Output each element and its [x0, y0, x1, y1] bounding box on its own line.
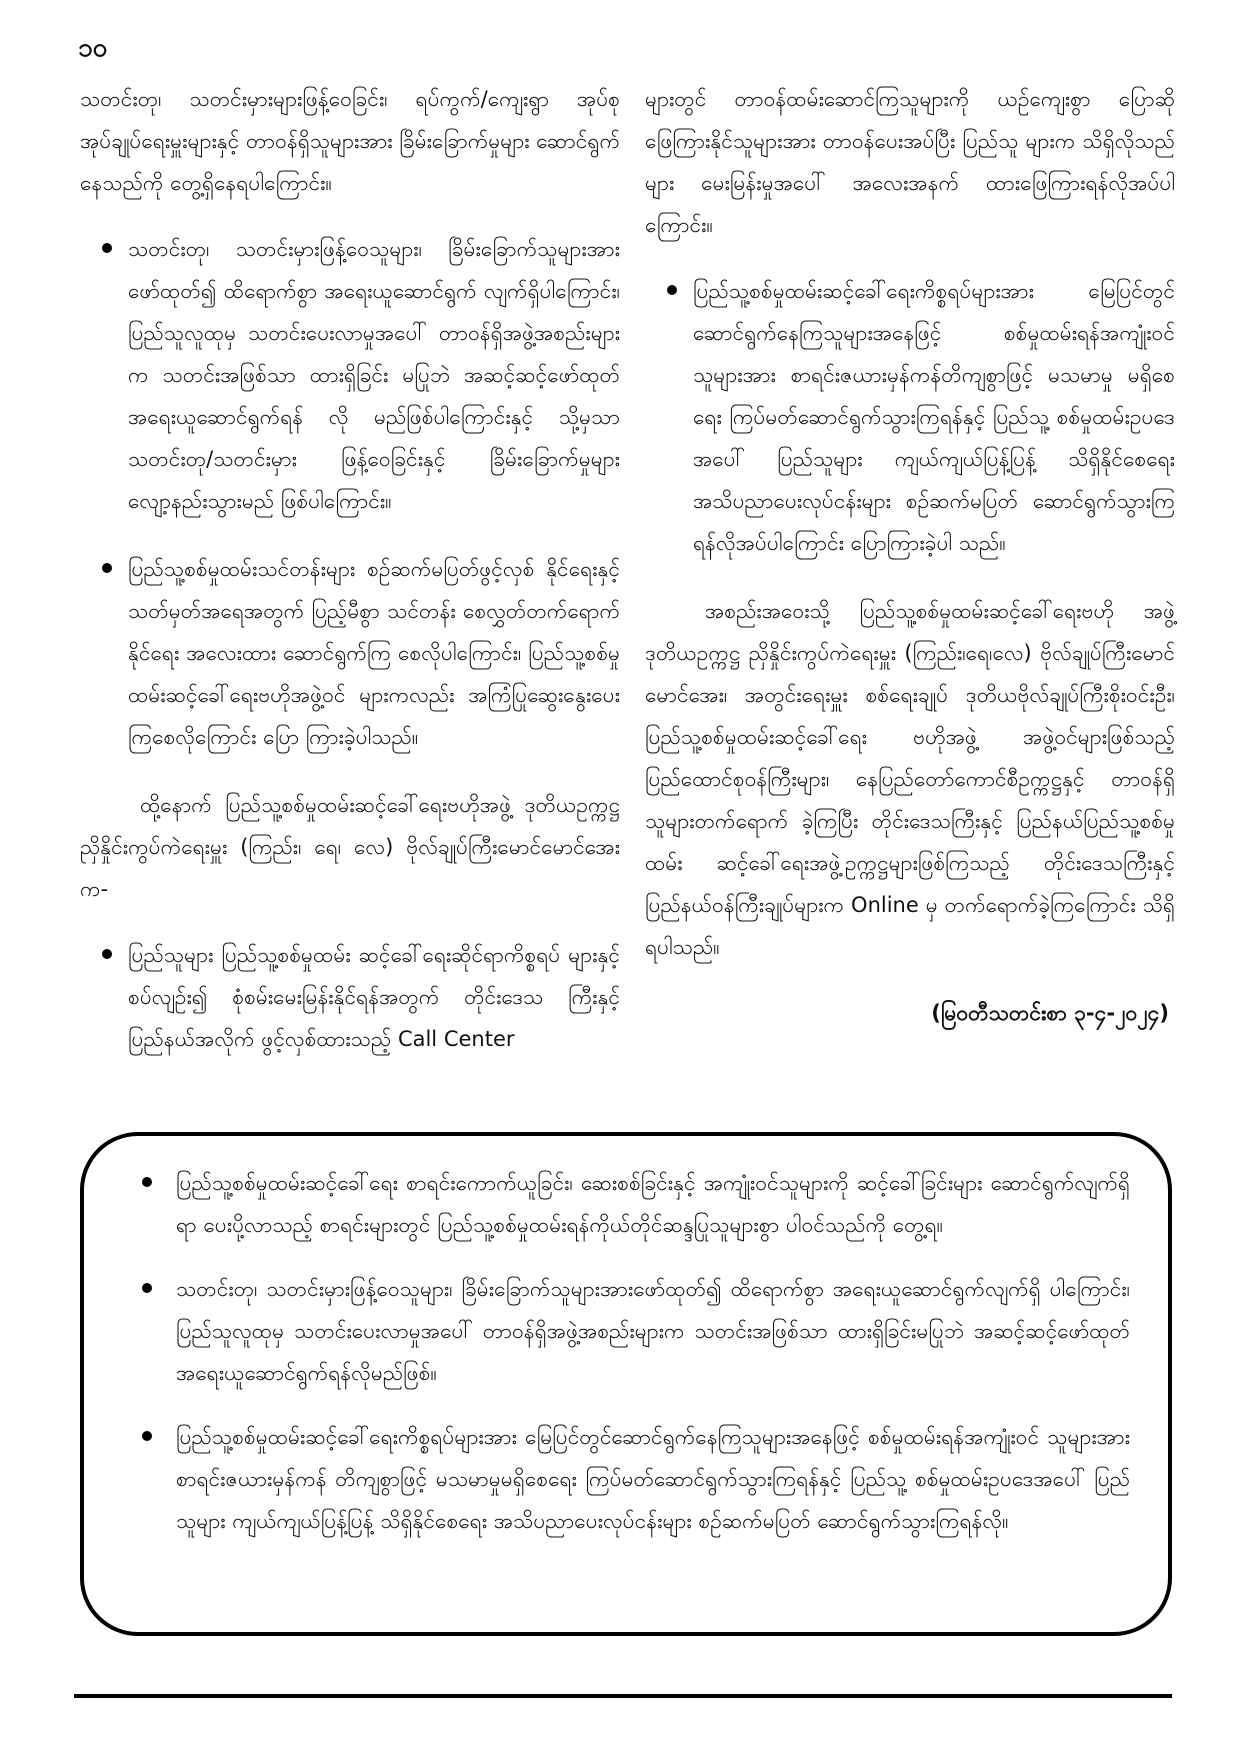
summary-item: [118, 1268, 1130, 1394]
bullet-item: [80, 548, 620, 758]
bullet-icon: [142, 1177, 152, 1187]
bullet-icon: [102, 949, 112, 959]
bullet-text: သတင်းတု၊ သတင်းမှားဖြန့်ဝေသူများ၊ ခြိမ်းခြောက်သူများအား ဖော်ထုတ်၍ ထိရောက်စွာ အရေးယူဆောင်ရွက် လျက်ရှိပါကြောင်း၊ ပြည်သူလူထုမှ သတင်းပေးလာမှုအပေါ် တာဝန်ရှိအဖွဲ့အစည်းများက သတင်းအဖြစ်သာ ထားရှိခြင်း မပြုဘဲ အဆင့်ဆင့်ဖော်ထုတ်အရေးယူဆောင်ရွက်ရန် လို မည်ဖြစ်ပါကြောင်းနှင့် သို့မှသာသတင်းတု/သတင်းမှား ဖြန့်ဝေခြင်းနှင့် ခြိမ်းခြောက်မှုများ လျော့နည်းသွားမည် ဖြစ်ပါကြောင်း။: [128, 237, 620, 513]
bullet-text: ပြည်သူ့စစ်မှုထမ်းသင်တန်းများ စဉ်ဆက်မပြတ်ဖွင့်လှစ် နိုင်ရေးနှင့် သတ်မှတ်အရေအတွက် ပြည့်မီစွာ သင်တန်း စေလွှတ်တက်ရောက်နိုင်ရေး အလေးထား ဆောင်ရွက်ကြ စေလိုပါကြောင်း၊ ပြည်သူ့စစ်မှုထမ်းဆင့်ခေါ်ရေးဗဟိုအဖွဲ့ဝင် များကလည်း အကြံပြုဆွေးနွေးပေးကြစေလိုကြောင်း ပြော ကြားခဲ့ပါသည်။: [128, 557, 620, 749]
summary-text: ပြည်သူ့စစ်မှုထမ်းဆင့်ခေါ်ရေးကိစ္စရပ်များအား မြေပြင်တွင်ဆောင်ရွက်နေကြသူများအနေဖြင့် စစ်မှုထမ်းရန်အကျုံးဝင် သူများအား စာရင်းဇယားမှန်ကန် တိကျစွာဖြင့် မသမာမှုမရှိစေရေး ကြပ်မတ်ဆောင်ရွက်သွားကြရန်နှင့် ပြည်သူ့ စစ်မှုထမ်းဥပဒေအပေါ် ပြည်သူများ ကျယ်ကျယ်ပြန့်ပြန့် သိရှိနိုင်စေရေး အသိပညာပေးလုပ်ငန်းများ စဉ်ဆက်မပြတ် ဆောင်ရွက်သွားကြရန်လို။: [176, 1425, 1130, 1533]
bullet-icon: [102, 563, 112, 573]
bullet-text: ပြည်သူများ ပြည်သူ့စစ်မှုထမ်း ဆင့်ခေါ်ရေးဆိုင်ရာကိစ္စရပ် များနှင့်စပ်လျဉ်း၍ စုံစမ်းမေးမြန်းနိုင်ရန်အတွက် တိုင်းဒေသ ကြီးနှင့်ပြည်နယ်အလိုက် ဖွင့်လှစ်ထားသည့် Call Center: [128, 943, 620, 1051]
summary-box: [80, 1132, 1172, 1636]
footer-rule: [74, 1694, 1172, 1698]
summary-text: သတင်းတု၊ သတင်းမှားဖြန့်ဝေသူများ၊ ခြိမ်းခြောက်သူများအားဖော်ထုတ်၍ ထိရောက်စွာ အရေးယူဆောင်ရွက်လျက်ရှိ ပါကြောင်း၊ ပြည်သူလူထုမှ သတင်းပေးလာမှုအပေါ် တာဝန်ရှိအဖွဲ့အစည်းများက သတင်းအဖြစ်သာ ထားရှိခြင်းမပြုဘဲ အဆင့်ဆင့်ဖော်ထုတ်အရေးယူဆောင်ရွက်ရန်လိုမည်ဖြစ်။: [176, 1277, 1130, 1385]
right-column: [645, 78, 1175, 1034]
intro-paragraph: သတင်းတု၊ သတင်းမှားများဖြန့်ဝေခြင်း၊ ရပ်ကွက်/ကျေးရွာ အုပ်စု အုပ်ချုပ်ရေးမှူးများနှင့် တာဝန်ရှိသူများအား ခြိမ်းခြောက်မှုများ ဆောင်ရွက်နေသည်ကို တွေ့ရှိနေရပါကြောင်း။: [80, 87, 621, 195]
bullet-item: [80, 934, 620, 1060]
continued-paragraph: များတွင် တာဝန်ထမ်းဆောင်ကြသူများကို ယဉ်ကျေးစွာ ပြောဆိုဖြေကြားနိုင်သူများအား တာဝန်ပေးအပ်ပြီး ပြည်သူ များက သိရှိလိုသည်များ မေးမြန်းမှုအပေါ် အလေးအနက် ထားဖြေကြားရန်လိုအပ်ပါကြောင်း။: [645, 87, 1175, 237]
summary-item: [118, 1416, 1130, 1542]
left-column: [80, 78, 620, 1086]
transition-paragraph: ထို့နောက် ပြည်သူ့စစ်မှုထမ်းဆင့်ခေါ်ရေးဗဟိုအဖွဲ့ ဒုတိယဥက္ကဋ္ဌ ညှိနှိုင်းကွပ်ကဲရေးမှူး (ကြည်း၊ ရေ၊ လေ) ဗိုလ်ချုပ်ကြီးမောင်မောင်အေးက-: [80, 793, 620, 901]
bullet-icon: [142, 1283, 152, 1293]
closing-paragraph: အစည်းအဝေးသို့ ပြည်သူ့စစ်မှုထမ်းဆင့်ခေါ်ရေးဗဟို အဖွဲ့ ဒုတိယဥက္ကဋ္ဌ ညှိနှိုင်းကွပ်ကဲရေးမှူး (ကြည်း၊ရေ၊လေ) ဗိုလ်ချုပ်ကြီးမောင်မောင်အေး၊ အတွင်းရေးမှူး စစ်ရေးချုပ် ဒုတိယဗိုလ်ချုပ်ကြီးစိုးဝင်းဦး၊ ပြည်သူ့စစ်မှုထမ်းဆင့်ခေါ်ရေး ဗဟိုအဖွဲ့ အဖွဲ့ဝင်များဖြစ်သည့် ပြည်ထောင်စုဝန်ကြီးများ၊ နေပြည်တော်ကောင်စီဥက္ကဋ္ဌနှင့် တာဝန်ရှိသူများတက်ရောက် ခဲ့ကြပြီး တိုင်းဒေသကြီးနှင့် ပြည်နယ်ပြည်သူ့စစ်မှုထမ်း ဆင့်ခေါ်ရေးအဖွဲ့ဥက္ကဋ္ဌများဖြစ်ကြသည့် တိုင်းဒေသကြီးနှင့် ပြည်နယ်ဝန်ကြီးချုပ်များက Online မှ တက်ရောက်ခဲ့ကြကြောင်း သိရှိရပါသည်။: [645, 599, 1175, 959]
bullet-item: [645, 270, 1175, 564]
source-citation: (မြဝတီသတင်းစာ ၃-၄-၂၀၂၄): [931, 1001, 1169, 1025]
bullet-text: ပြည်သူ့စစ်မှုထမ်းဆင့်ခေါ်ရေးကိစ္စရပ်များအား မြေပြင်တွင် ဆောင်ရွက်နေကြသူများအနေဖြင့် စစ်မှုထမ်းရန်အကျုံးဝင် သူများအား စာရင်းဇယားမှန်ကန်တိကျစွာဖြင့် မသမာမှု မရှိစေရေး ကြပ်မတ်ဆောင်ရွက်သွားကြရန်နှင့် ပြည်သူ့ စစ်မှုထမ်းဥပဒေအပေါ် ပြည်သူများ ကျယ်ကျယ်ပြန့်ပြန့် သိရှိနိုင်စေရေး အသိပညာပေးလုပ်ငန်းများ စဉ်ဆက်မပြတ် ဆောင်ရွက်သွားကြရန်လိုအပ်ပါကြောင်း ပြောကြားခဲ့ပါ သည်။: [693, 279, 1175, 555]
summary-text: ပြည်သူ့စစ်မှုထမ်းဆင့်ခေါ်ရေး စာရင်းကောက်ယူခြင်း၊ ဆေးစစ်ခြင်းနှင့် အကျုံးဝင်သူများကို ဆင့်ခေါ်ခြင်းများ ဆောင်ရွက်လျက်ရှိရာ ပေးပို့လာသည့် စာရင်းများတွင် ပြည်သူ့စစ်မှုထမ်းရန်ကိုယ်တိုင်ဆန္ဒပြုသူများစွာ ပါဝင်သည်ကို တွေ့ရ။: [176, 1171, 1130, 1237]
bullet-icon: [667, 285, 677, 295]
bullet-icon: [102, 243, 112, 253]
summary-item: [118, 1162, 1130, 1246]
bullet-item: [80, 228, 620, 522]
bullet-icon: [142, 1431, 152, 1441]
page-number: ၁၀: [78, 33, 108, 63]
